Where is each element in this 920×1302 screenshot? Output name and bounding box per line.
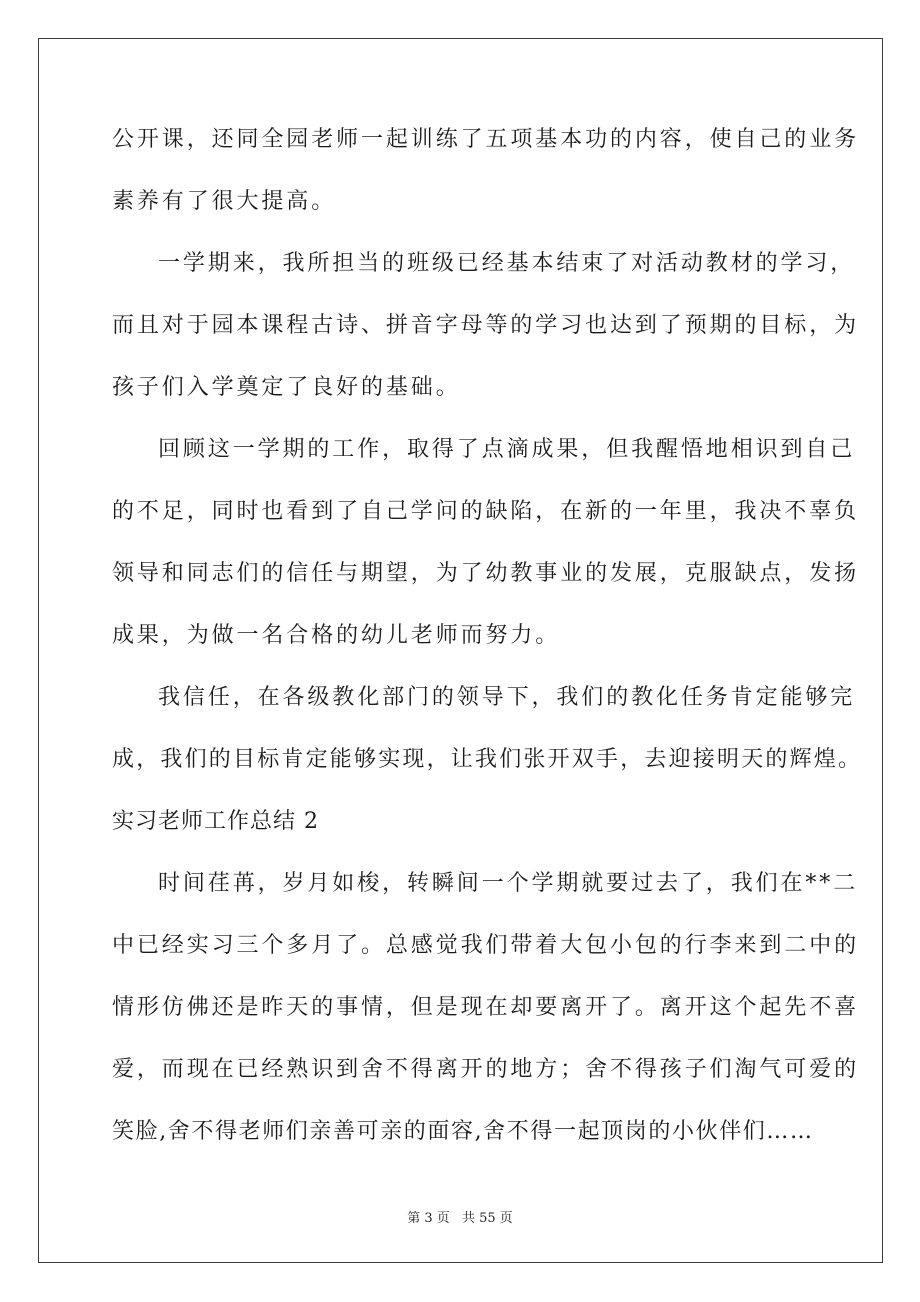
text-line: 而且对于园本课程古诗、拼音字母等的学习也达到了预期的目标，为 bbox=[112, 313, 860, 338]
text-line: 孩子们入学奠定了良好的基础。 bbox=[112, 375, 461, 400]
text-line: 笑脸,舍不得老师们亲善可亲的面容,舍不得一起顶岗的小伙伴们…… bbox=[112, 1119, 814, 1144]
page-number: 第 3 页 bbox=[407, 1211, 450, 1226]
text-line: 一学期来，我所担当的班级已经基本结束了对活动教材的学习， bbox=[158, 251, 856, 276]
text-line: 成果，为做一名合格的幼儿老师而努力。 bbox=[112, 623, 561, 648]
text-line: 领导和同志们的信任与期望，为了幼教事业的发展，克服缺点，发扬 bbox=[112, 561, 860, 586]
page-footer bbox=[0, 1207, 920, 1226]
text-line: 的不足，同时也看到了自己学问的缺陷，在新的一年里，我决不辜负 bbox=[112, 499, 860, 524]
page-total: 共 55 页 bbox=[461, 1211, 513, 1226]
text-line: 素养有了很大提高。 bbox=[112, 189, 337, 214]
text-line: 情形仿佛还是昨天的事情，但是现在却要离开了。离开这个起先不喜 bbox=[112, 995, 860, 1020]
text-line: 公开课，还同全园老师一起训练了五项基本功的内容，使自己的业务 bbox=[112, 127, 860, 152]
text-line: 爱，而现在已经熟识到舍不得离开的地方；舍不得孩子们淘气可爱的 bbox=[112, 1057, 860, 1082]
text-line: 我信任，在各级教化部门的领导下，我们的教化任务肯定能够完 bbox=[158, 685, 856, 710]
text-line: 时间荏苒，岁月如梭，转瞬间一个学期就要过去了，我们在**二 bbox=[158, 871, 859, 896]
text-line: 回顾这一学期的工作，取得了点滴成果，但我醒悟地相识到自己 bbox=[158, 437, 856, 462]
section-heading: 实习老师工作总结 2 bbox=[112, 809, 319, 834]
text-line: 中已经实习三个多月了。总感觉我们带着大包小包的行李来到二中的 bbox=[112, 933, 860, 958]
text-line: 成，我们的目标肯定能够实现，让我们张开双手，去迎接明天的辉煌。 bbox=[112, 747, 863, 772]
